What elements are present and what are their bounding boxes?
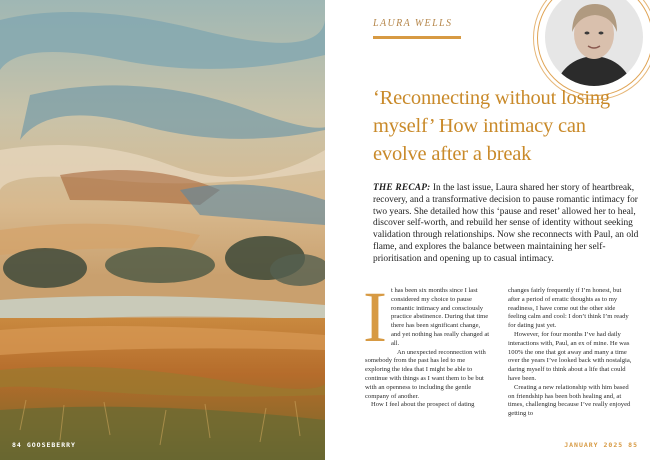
body-paragraph: However, for four months I’ve had daily interactions with, Paul, an ex of mine. He was 100% the one that got away and many a time over the years I’ve looked back with nostalgia, daring myself to think about a life that could have been.	[508, 330, 632, 382]
right-page	[325, 0, 650, 460]
left-footer	[12, 441, 81, 449]
body-paragraph: Creating a new relationship with him based on friendship has been both healing and, at times, challenging because I’ve really enjoyed getting to	[508, 383, 631, 418]
author-rule	[373, 36, 461, 39]
body-paragraph: changes fairly frequently if I’m honest, but after a period of erratic thoughts as to my readiness, I have come out the other side feeling calm and cool: I don’t think I’m ready for dating just yet.	[508, 287, 629, 330]
body-paragraph: An unexpected reconnection with somebody from the past has led to me exploring the idea that I might be able to continue with things as I want them to be but with an openness to including the gentle company of another.	[365, 348, 486, 400]
body-column-1	[363, 277, 490, 410]
issue-date: JANUARY 2025	[564, 441, 624, 449]
right-page-number: 85	[628, 441, 638, 449]
recap-paragraph	[373, 183, 641, 266]
body-column-2	[508, 287, 633, 419]
body-paragraph: t has been six months since I last considered my choice to pause romantic intimacy and consciously practice abstinence. During that time there has been significant change, and yet nothing has really changed at all.	[390, 287, 490, 347]
article-headline: ‘Reconnecting without losing myself’ How intimacy can evolve after a break	[373, 87, 610, 165]
recap-text: In the last issue, Laura shared her story of heartbreak, recovery, and a transformative decision to pause romantic intimacy for two years. She detailed how this ‘pause and reset’ allowed her to heal, discover self-worth, and rebuild her sense of identity without seeking validation through relationships. Now she reconnects with Paul, an old flame, and explores the balance between maintaining her self-prioritisation and opening up to casual intimacy.	[373, 183, 639, 264]
recap-label: THE RECAP:	[373, 183, 431, 193]
author-name: LAURA WELLS	[373, 18, 453, 29]
body-paragraph: How I feel about the prospect of dating	[371, 401, 475, 409]
right-footer	[559, 441, 638, 449]
left-page-number: 84	[12, 441, 22, 449]
magazine-name: GOOSEBERRY	[26, 441, 76, 449]
drop-cap: I	[363, 277, 387, 357]
